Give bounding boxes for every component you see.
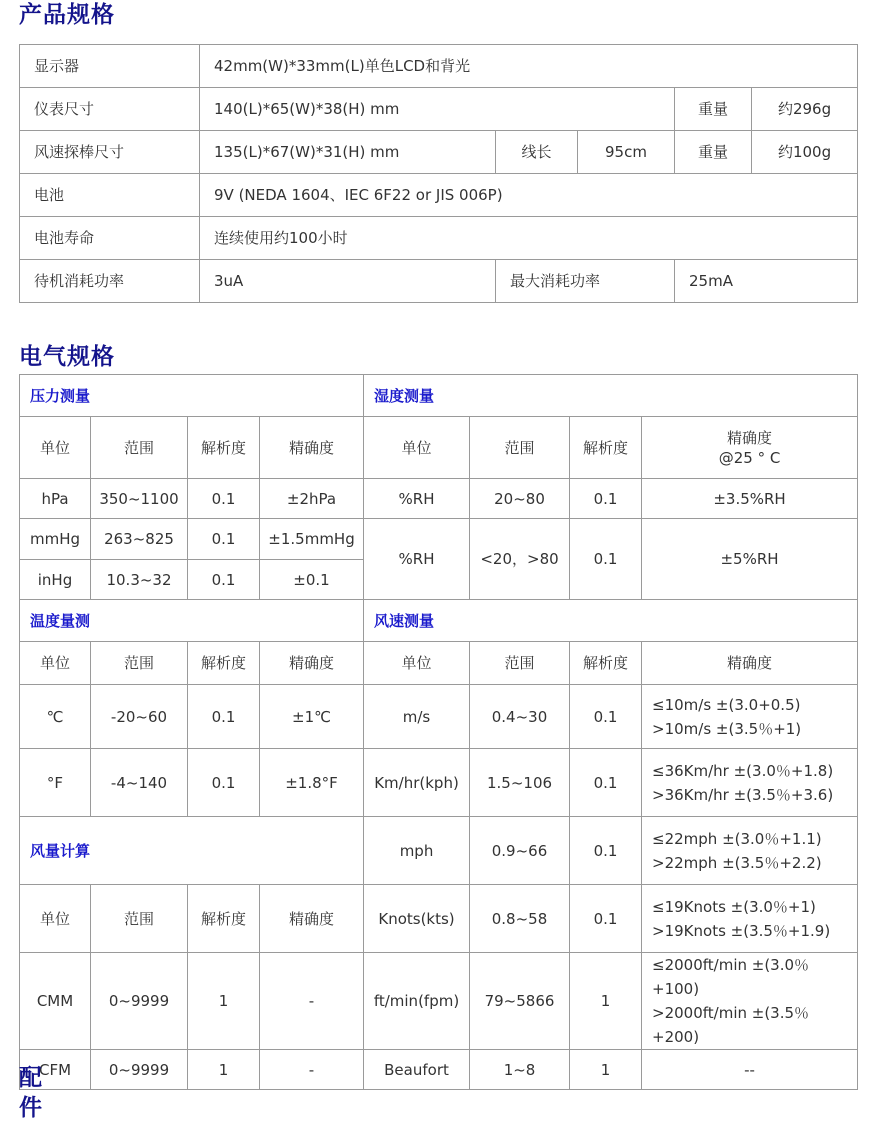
spec-value: 140(L)*65(W)*38(H) mm: [200, 88, 675, 131]
cell: Beaufort: [364, 1050, 470, 1090]
accuracy-line: >19Knots ±(3.5％+1.9): [652, 921, 831, 940]
cell: mph: [364, 817, 470, 885]
table-row: [20, 479, 858, 519]
spec-label: 待机消耗功率: [20, 260, 200, 303]
pressure-section-title: 压力测量: [20, 375, 364, 417]
cell: 1: [188, 1050, 260, 1090]
table-row: [20, 749, 858, 817]
cell: --: [642, 1050, 858, 1090]
column-header: 范围: [470, 417, 570, 479]
cell: ±3.5%RH: [642, 479, 858, 519]
table-row: [20, 885, 858, 953]
cell: 0.8~58: [470, 885, 570, 953]
cell: Km/hr(kph): [364, 749, 470, 817]
cell: 0.1: [570, 817, 642, 885]
cell: -20~60: [91, 685, 188, 749]
table-row: [20, 817, 858, 885]
cell: [642, 749, 858, 817]
humidity-section-title: 湿度测量: [364, 375, 858, 417]
accuracy-line: ≤22mph ±(3.0％+1.1): [652, 829, 822, 848]
cell: 10.3~32: [91, 560, 188, 600]
spec-value: 95cm: [578, 131, 675, 174]
accuracy-line: ≤19Knots ±(3.0％+1): [652, 897, 816, 916]
spec-value: 42mm(W)*33mm(L)单色LCD和背光: [200, 45, 858, 88]
spec-value: 连续使用约100小时: [200, 217, 858, 260]
spec-value: 9V (NEDA 1604、IEC 6F22 or JIS 006P): [200, 174, 858, 217]
accuracy-line: >2000ft/min ±(3.5％+200): [652, 1004, 810, 1046]
column-header: 单位: [20, 417, 91, 479]
cell: inHg: [20, 560, 91, 600]
table-row: [20, 600, 858, 642]
cell: 1: [570, 1050, 642, 1090]
column-header: 解析度: [188, 417, 260, 479]
accuracy-line: >22mph ±(3.5％+2.2): [652, 853, 822, 872]
cell: 0.1: [570, 749, 642, 817]
electrical-spec-title: 电气规格: [19, 344, 115, 370]
table-row: [20, 519, 858, 560]
cell: [642, 685, 858, 749]
table-row: [20, 1050, 858, 1090]
column-header: 单位: [20, 885, 91, 953]
accuracy-header: 精确度: [727, 428, 773, 447]
cell: mmHg: [20, 519, 91, 560]
column-header: 精确度: [642, 642, 858, 685]
cell: 1.5~106: [470, 749, 570, 817]
column-header: [642, 417, 858, 479]
cell: 1~8: [470, 1050, 570, 1090]
cell: [642, 885, 858, 953]
cell: 0.1: [570, 479, 642, 519]
table-row: [20, 131, 858, 174]
cell: 0.1: [188, 560, 260, 600]
table-row: [20, 174, 858, 217]
spec-label: 仪表尺寸: [20, 88, 200, 131]
cell: 20~80: [470, 479, 570, 519]
cell: 0~9999: [91, 953, 188, 1050]
cell: 1: [188, 953, 260, 1050]
cell: °F: [20, 749, 91, 817]
column-header: 精确度: [260, 885, 364, 953]
spec-label: 重量: [675, 131, 752, 174]
cell: Knots(kts): [364, 885, 470, 953]
spec-value: 135(L)*67(W)*31(H) mm: [200, 131, 496, 174]
column-header: 精确度: [260, 417, 364, 479]
next-section-title: 配件: [19, 1065, 42, 1121]
cell: ±2hPa: [260, 479, 364, 519]
cell: ±1.8°F: [260, 749, 364, 817]
cell: hPa: [20, 479, 91, 519]
cell: m/s: [364, 685, 470, 749]
column-header: 解析度: [570, 417, 642, 479]
spec-value: 25mA: [675, 260, 858, 303]
table-row: [20, 953, 858, 1050]
air-volume-section-title: 风量计算: [20, 817, 364, 885]
column-header: 解析度: [570, 642, 642, 685]
table-row: [20, 260, 858, 303]
column-header: 解析度: [188, 642, 260, 685]
product-spec-title: 产品规格: [19, 2, 115, 28]
cell: %RH: [364, 479, 470, 519]
temperature-section-title: 温度量测: [20, 600, 364, 642]
cell: -: [260, 953, 364, 1050]
table-row: [20, 642, 858, 685]
cell: 0.1: [188, 685, 260, 749]
spec-label: 线长: [496, 131, 578, 174]
cell: 0.1: [570, 519, 642, 600]
accuracy-line: ≤36Km/hr ±(3.0％+1.8): [652, 761, 834, 780]
spec-value: 约100g: [752, 131, 858, 174]
spec-value: 约296g: [752, 88, 858, 131]
accuracy-line: >36Km/hr ±(3.5％+3.6): [652, 785, 834, 804]
cell: -4~140: [91, 749, 188, 817]
cell: 1: [570, 953, 642, 1050]
table-row: [20, 45, 858, 88]
cell: [642, 953, 858, 1050]
cell: ±5%RH: [642, 519, 858, 600]
cell: 0.4~30: [470, 685, 570, 749]
cell: 0.9~66: [470, 817, 570, 885]
column-header: 单位: [20, 642, 91, 685]
table-row: [20, 685, 858, 749]
column-header: 精确度: [260, 642, 364, 685]
cell: ±1℃: [260, 685, 364, 749]
cell: %RH: [364, 519, 470, 600]
cell: 0.1: [570, 685, 642, 749]
cell: 350~1100: [91, 479, 188, 519]
cell: 0.1: [188, 519, 260, 560]
cell: 263~825: [91, 519, 188, 560]
electrical-spec-table: [19, 374, 858, 1090]
spec-label: 最大消耗功率: [496, 260, 675, 303]
table-row: [20, 217, 858, 260]
column-header: 范围: [91, 642, 188, 685]
cell: ℃: [20, 685, 91, 749]
wind-speed-section-title: 风速测量: [364, 600, 858, 642]
cell: 0~9999: [91, 1050, 188, 1090]
spec-label: 显示器: [20, 45, 200, 88]
cell: 0.1: [188, 479, 260, 519]
spec-value: 3uA: [200, 260, 496, 303]
cell: ±0.1: [260, 560, 364, 600]
cell: CMM: [20, 953, 91, 1050]
accuracy-condition: @25 ° C: [718, 448, 781, 467]
column-header: 范围: [470, 642, 570, 685]
accuracy-line: ≤10m/s ±(3.0+0.5): [652, 695, 801, 714]
spec-label: 重量: [675, 88, 752, 131]
column-header: 范围: [91, 885, 188, 953]
cell: ft/min(fpm): [364, 953, 470, 1050]
product-spec-table: [19, 44, 858, 303]
cell: 0.1: [570, 885, 642, 953]
accuracy-line: >10m/s ±(3.5％+1): [652, 719, 802, 738]
column-header: 范围: [91, 417, 188, 479]
cell: 79~5866: [470, 953, 570, 1050]
spec-label: 电池寿命: [20, 217, 200, 260]
cell: -: [260, 1050, 364, 1090]
table-row: [20, 375, 858, 417]
table-row: [20, 417, 858, 479]
cell: <20，>80: [470, 519, 570, 600]
spec-label: 风速探棒尺寸: [20, 131, 200, 174]
table-row: [20, 88, 858, 131]
cell: CFM: [20, 1050, 91, 1090]
column-header: 解析度: [188, 885, 260, 953]
column-header: 单位: [364, 417, 470, 479]
cell: 0.1: [188, 749, 260, 817]
spec-label: 电池: [20, 174, 200, 217]
accuracy-line: ≤2000ft/min ±(3.0％+100): [652, 956, 810, 998]
column-header: 单位: [364, 642, 470, 685]
cell: ±1.5mmHg: [260, 519, 364, 560]
cell: [642, 817, 858, 885]
